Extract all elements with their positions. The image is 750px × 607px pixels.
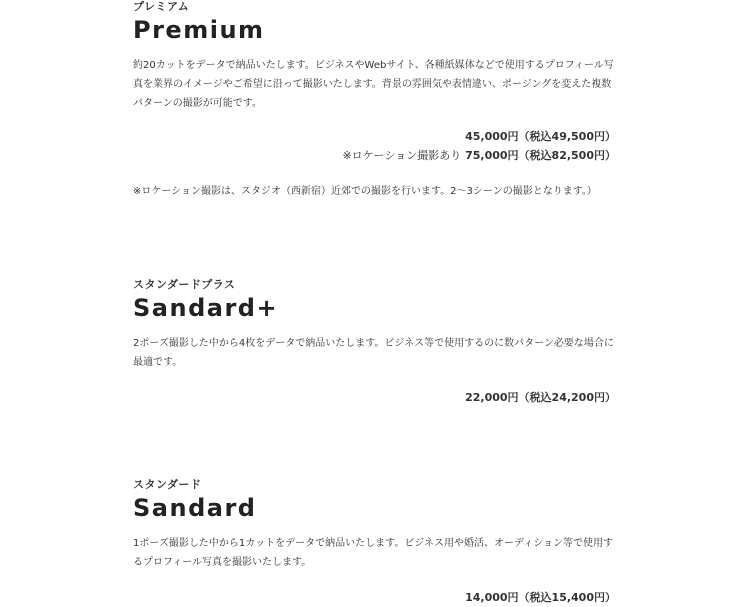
plan-title: Premium xyxy=(133,16,265,44)
price: 14,000円（税込15,400円） xyxy=(465,591,616,604)
plan-description: 2ポーズ撮影した中から4枚をデータで納品いたします。ビジネス等で使用するのに数パターン必要な場合に最適です。 xyxy=(133,338,614,368)
plan-title: Sandard+ xyxy=(133,294,279,322)
location-price: 75,000円（税込82,500円） xyxy=(465,149,616,162)
location-price-row xyxy=(133,146,616,165)
price-block xyxy=(133,588,616,607)
plan-description: 約20カットをデータで納品いたします。ビジネスやWebサイト、各種紙媒体などで使用するプロフィール写真を業界のイメージやご希望に沿って撮影いたします。背景の雰囲気や表情違い、ポージングを変えた複数パターンの撮影が可能です。 xyxy=(133,60,614,109)
plan-description: 1ポーズ撮影した中から1カットをデータで納品いたします。ビジネス用や婚活、オーディション等で使用するプロフィール写真を撮影いたします。 xyxy=(133,538,614,568)
location-label: ※ロケーション撮影あり xyxy=(342,149,462,162)
plan-subtitle: プレミアム xyxy=(133,0,190,13)
location-note: ※ロケーション撮影は、スタジオ（西新宿）近郊での撮影を行います。2〜3シーンの撮影となります。） xyxy=(133,186,597,197)
price: 22,000円（税込24,200円） xyxy=(465,391,616,404)
plan-premium xyxy=(133,0,623,201)
price-block xyxy=(133,127,616,165)
plan-subtitle: スタンダードプラス xyxy=(133,278,236,291)
price-block xyxy=(133,388,616,407)
plan-standard-plus xyxy=(133,278,623,407)
price: 45,000円（税込49,500円） xyxy=(465,130,616,143)
plan-standard xyxy=(133,478,623,607)
plan-title: Sandard xyxy=(133,494,257,522)
plan-subtitle: スタンダード xyxy=(133,478,202,491)
